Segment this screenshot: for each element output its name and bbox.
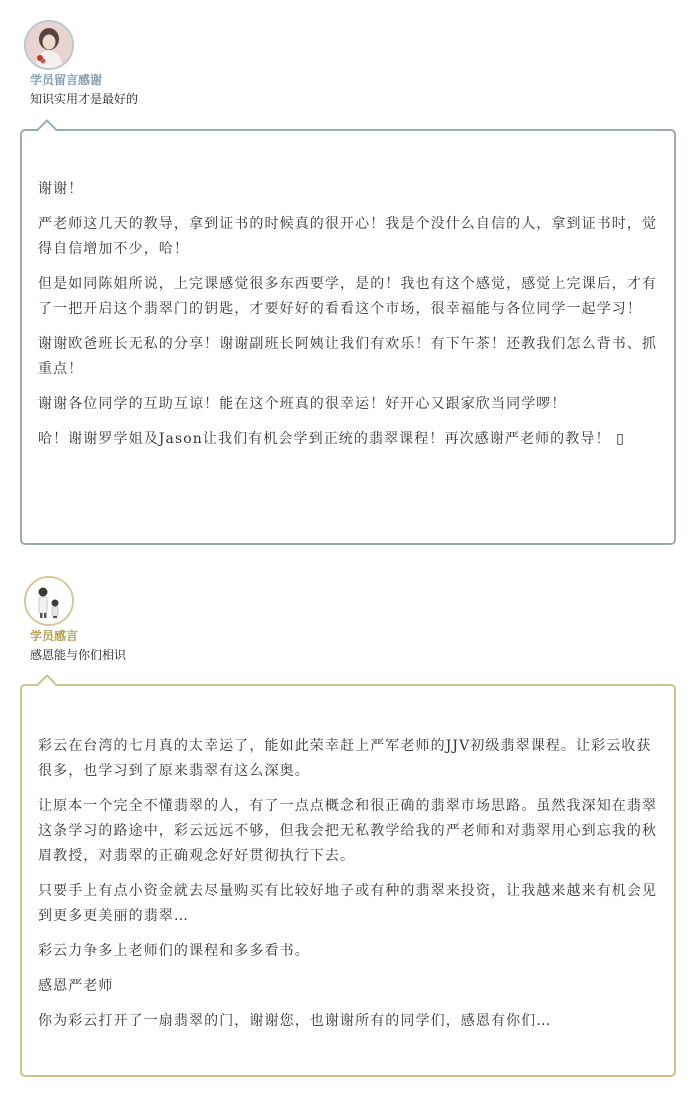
message-box: [20, 684, 676, 1077]
message-paragraph: 让原本一个完全不懂翡翠的人，有了一点点概念和很正确的翡翠市场思路。虽然我深知在翡翠这条学习的路途中，彩云远远不够，但我会把无私教学给我的严老师和对翡翠用心到忘我的秋眉教授，对翡翠的正确观念好好贯彻执行下去。: [38, 798, 658, 864]
message-paragraph: 谢谢欧爸班长无私的分享！谢谢副班长阿姨让我们有欢乐！有下午茶！还教我们怎么背书、抓重点！: [38, 336, 658, 377]
message-paragraph: 谢谢各位同学的互助互谅！能在这个班真的很幸运！好开心又跟家欣当同学啰！: [38, 396, 567, 412]
avatar-figures-icon: [26, 578, 72, 624]
speech-pointer: [37, 674, 57, 694]
section-subtitle: 感恩能与你们相识: [30, 648, 127, 662]
message-box: [20, 129, 676, 545]
message-paragraph: 但是如同陈姐所说，上完课感觉很多东西要学，是的！我也有这个感觉，感觉上完课后，才有了一把开启这个翡翠门的钥匙，才要好好的看看这个市场，很幸福能与各位同学一起学习！: [38, 276, 658, 317]
avatar-portrait-icon: [26, 22, 72, 68]
avatar: [24, 20, 74, 70]
message-paragraph: 感恩严老师: [38, 978, 114, 994]
message-paragraph: 谢谢！: [38, 181, 84, 197]
message-paragraph: 彩云在台湾的七月真的太幸运了，能如此荣幸赶上严军老师的JJV初级翡翠课程。让彩云收获很多，也学习到了原来翡翠有这么深奥。: [38, 738, 652, 779]
message-paragraph: 只要手上有点小资金就去尽量购买有比较好地子或有种的翡翠来投资，让我越来越来有机会见到更多更美丽的翡翠…: [38, 883, 658, 924]
avatar: [24, 576, 74, 626]
section-label: 学员感言: [30, 629, 79, 643]
message-paragraph: 彩云力争多上老师们的课程和多多看书。: [38, 943, 310, 959]
message-paragraph: 你为彩云打开了一扇翡翠的门，谢谢您，也谢谢所有的同学们，感恩有你们…: [38, 1013, 552, 1029]
message-paragraph: 严老师这几天的教导，拿到证书的时候真的很开心！我是个没什么自信的人，拿到证书时，觉得自信增加不少，哈！: [38, 216, 658, 257]
section-label: 学员留言感谢: [30, 73, 103, 87]
speech-pointer: [37, 119, 57, 139]
section-subtitle: 知识实用才是最好的: [30, 92, 139, 106]
message-paragraph: 哈！谢谢罗学姐及Jason让我们有机会学到正统的翡翠课程！再次感谢严老师的教导！ ▯: [38, 431, 625, 447]
